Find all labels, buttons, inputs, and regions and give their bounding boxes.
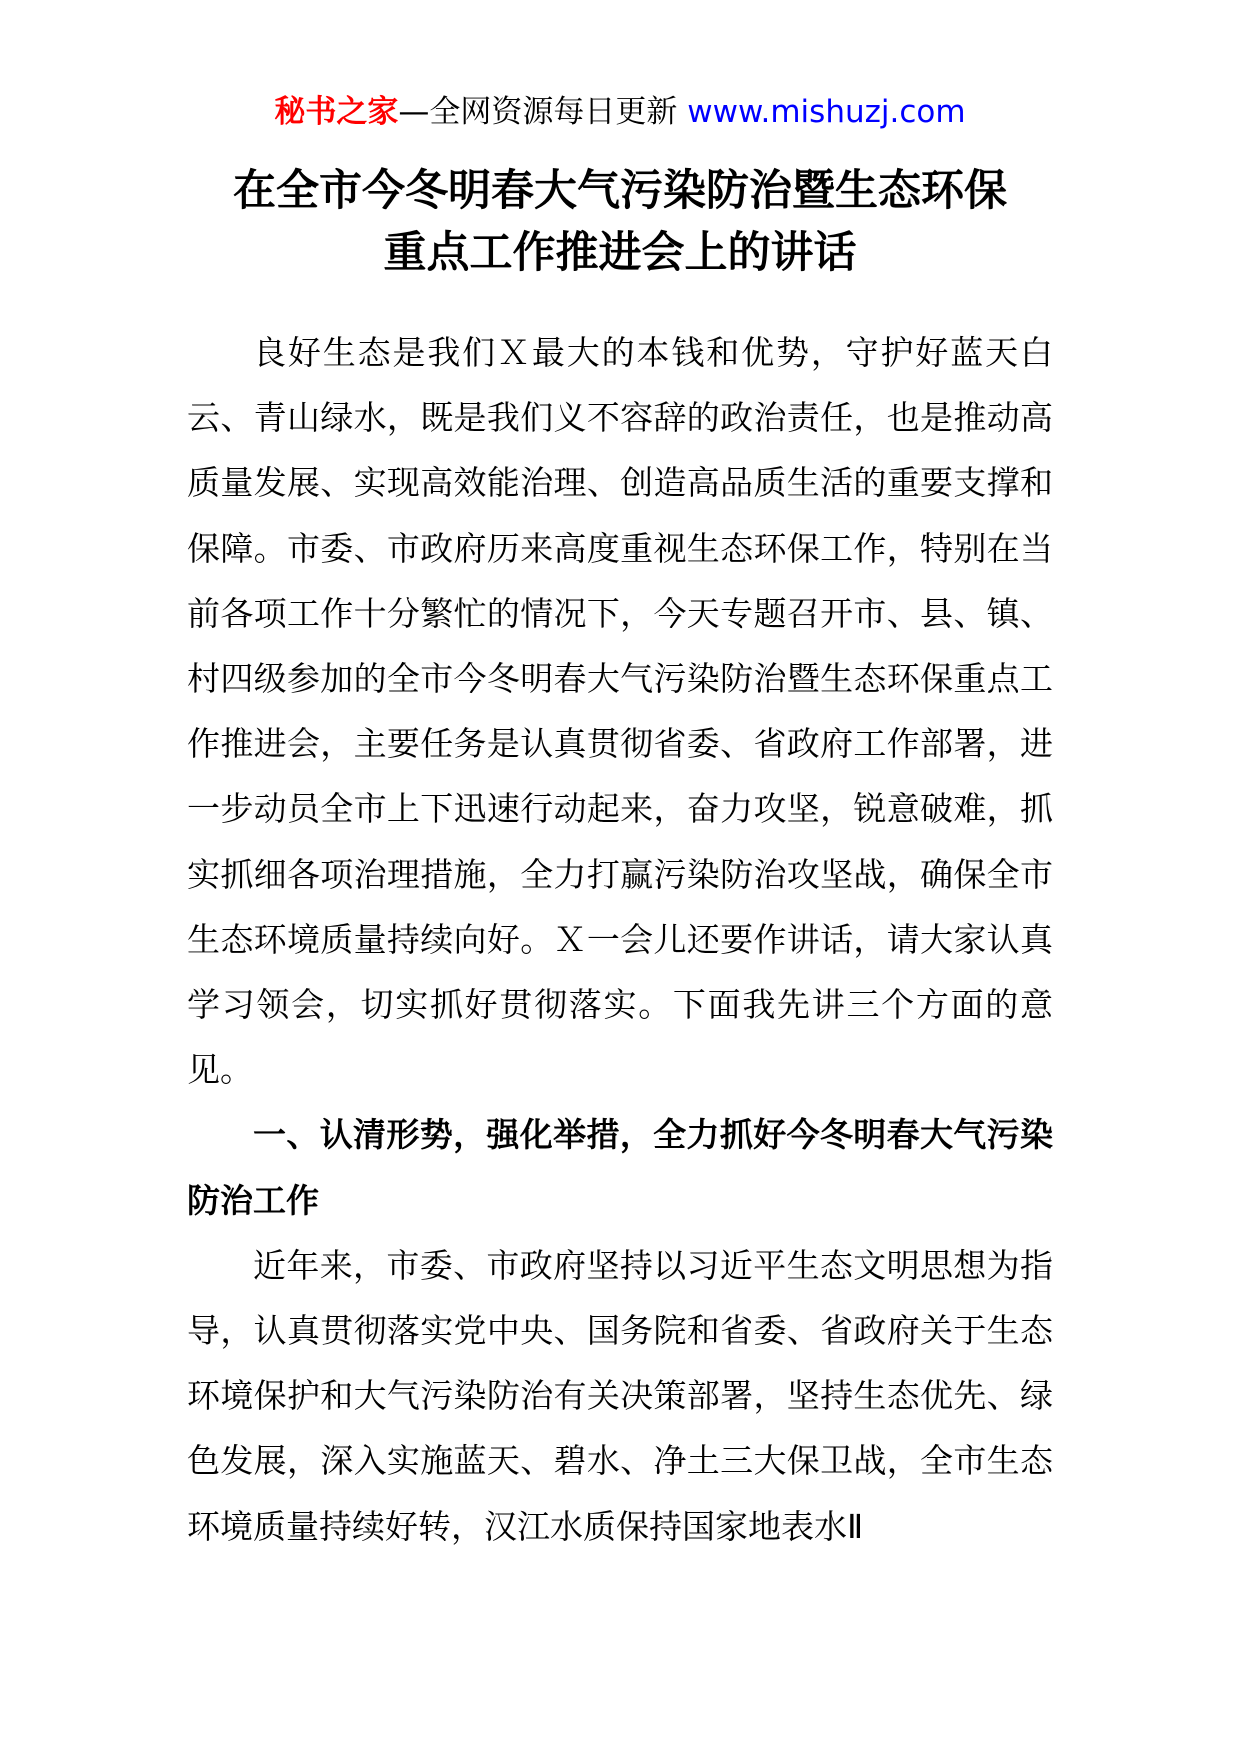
document-body — [187, 320, 1053, 1559]
intro-paragraph: 良好生态是我们Ｘ最大的本钱和优势，守护好蓝天白云、青山绿水，既是我们义不容辞的政治责任，也是推动高质量发展、实现高效能治理、创造高品质生活的重要支撑和保障。市委、市政府历来高度重视生态环保工作，特别在当前各项工作十分繁忙的情况下，今天专题召开市、县、镇、村四级参加的全市今冬明春大气污染防治暨生态环保重点工作推进会，主要任务是认真贯彻省委、省政府工作部署，进一步动员全市上下迅速行动起来，奋力攻坚，锐意破难，抓实抓细各项治理措施，全力打赢污染防治攻坚战，确保全市生态环境质量持续向好。Ｘ一会儿还要作讲话，请大家认真学习领会，切实抓好贯彻落实。下面我先讲三个方面的意见。 — [187, 333, 1053, 1090]
site-tagline: —全网资源每日更新 — [398, 94, 688, 130]
site-header — [0, 92, 1240, 132]
section-heading-1: 一、认清形势，强化举措，全力抓好今冬明春大气污染防治工作 — [187, 1115, 1053, 1220]
document-title — [0, 160, 1240, 284]
body-paragraph: 近年来，市委、市政府坚持以习近平生态文明思想为指导，认真贯彻落实党中央、国务院和省委、省政府关于生态环境保护和大气污染防治有关决策部署，坚持生态优先、绿色发展，深入实施蓝天、碧水、净土三大保卫战，全市生态环境质量持续好转，汉江水质保持国家地表水Ⅱ — [187, 1245, 1053, 1546]
document-title-line-1: 在全市今冬明春大气污染防治暨生态环保 — [233, 166, 1007, 216]
site-url-link[interactable]: www.mishuzj.com — [687, 94, 966, 130]
document-title-line-2: 重点工作推进会上的讲话 — [383, 228, 857, 278]
site-brand: 秘书之家 — [274, 94, 399, 130]
